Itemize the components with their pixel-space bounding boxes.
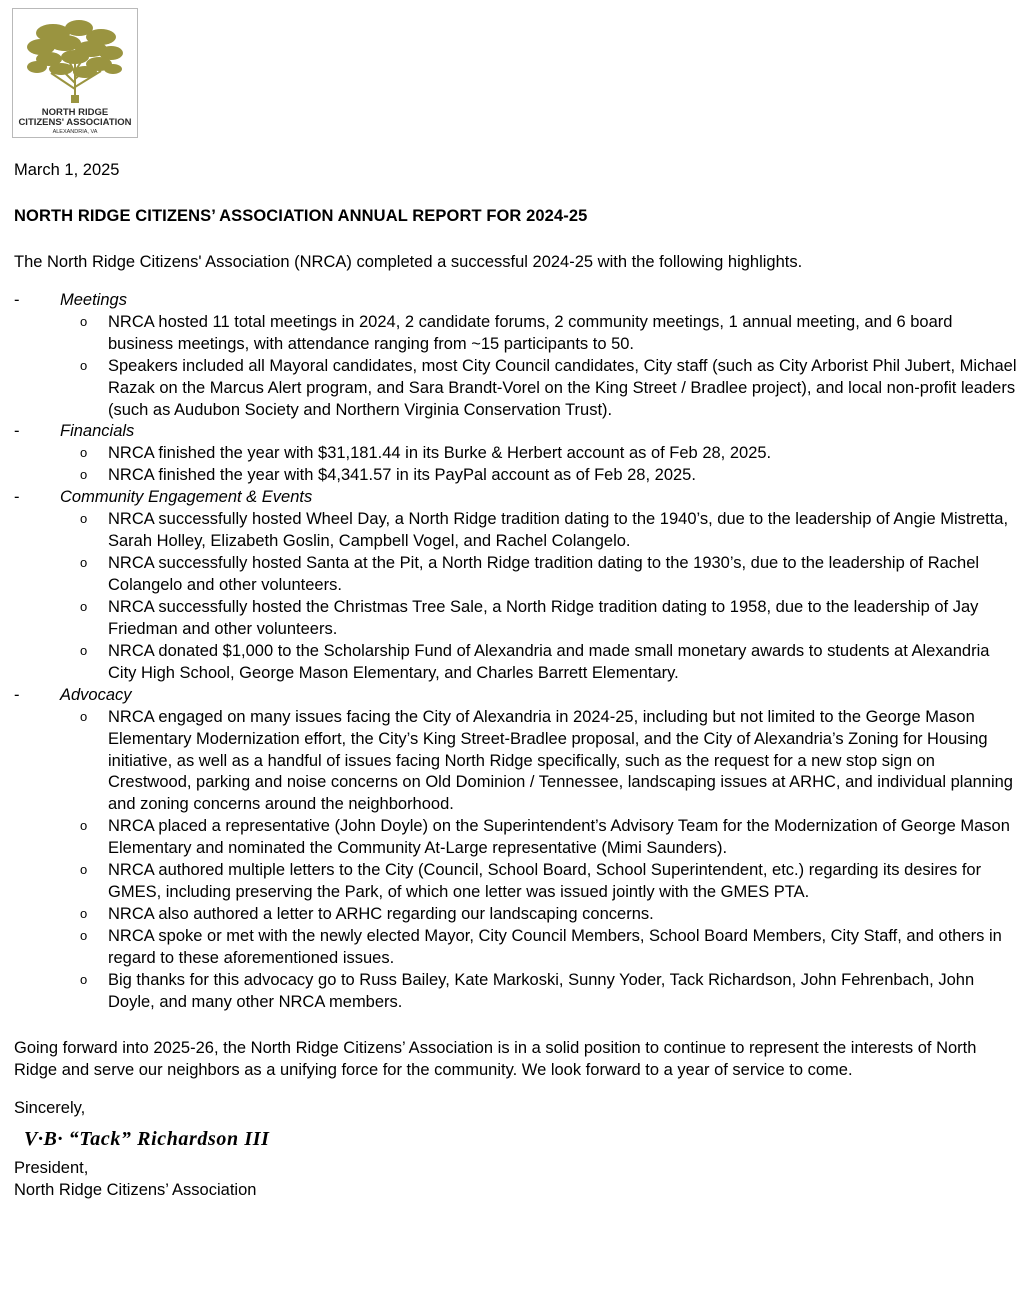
list-item-text: Speakers included all Mayoral candidates, most City Council candidates, City staff (such as City Arborist Phil Jubert, Michael Razak on the Marcus Alert program, and Sara Brandt-Vorel on the King Street / Bradlee project), and local non-profit leaders (such as Audubon Society and Northern Virginia Conservation Trust). (108, 356, 1017, 419)
list-item (60, 707, 1017, 817)
dash-bullet: - (14, 685, 20, 704)
dash-bullet: - (14, 290, 20, 309)
section-items (60, 509, 1017, 685)
list-item (60, 597, 1017, 641)
list-item (60, 641, 1017, 685)
circle-bullet: o (80, 971, 88, 987)
list-item-text: NRCA successfully hosted Santa at the Pit, a North Ridge tradition dating to the 1930’s, due to the leadership of Rachel Colangelo and other volunteers. (108, 554, 980, 594)
section-label: Meetings (60, 290, 127, 309)
circle-bullet: o (80, 445, 88, 461)
logo-text-line1: NORTH RIDGE (41, 107, 109, 118)
logo-text-line2: CITIZENS' ASSOCIATION (18, 117, 132, 128)
intro-paragraph: The North Ridge Citizens' Association (NRCA) completed a successful 2024-25 with the following highlights. (14, 252, 803, 271)
list-item (60, 904, 1017, 926)
section-label: Financials (60, 422, 135, 441)
circle-bullet: o (80, 357, 88, 373)
circle-bullet: o (80, 862, 88, 878)
list-item (60, 860, 1017, 904)
list-item (60, 926, 1017, 970)
spacer (14, 1082, 1017, 1098)
circle-bullet: o (80, 598, 88, 614)
list-item-text: NRCA placed a representative (John Doyle) on the Superintendent’s Advisory Team for the Modernization of George Mason Elementary and nominated the Community At-Large representative (Mimi Saunders). (108, 817, 1010, 858)
spacer (14, 228, 1017, 252)
list-item-text: NRCA hosted 11 total meetings in 2024, 2 candidate forums, 2 community meetings, 1 annual meeting, and 6 board business meetings, with attendance ranging from ~15 participants to 50. (108, 312, 953, 353)
organization-logo (12, 8, 138, 138)
list-item-text: NRCA successfully hosted Wheel Day, a North Ridge tradition dating to the 1940’s, due to the leadership of Angie Mistretta, Sarah Holley, Elizabeth Goslin, Campbell Vogel, and Rachel Colangelo. (108, 510, 1009, 551)
circle-bullet: o (80, 467, 88, 483)
list-item (60, 356, 1017, 422)
dash-bullet: - (14, 488, 20, 507)
list-item-text: NRCA also authored a letter to ARHC regarding our landscaping concerns. (108, 905, 654, 924)
signature: V·B· “Tack” Richardson III (24, 1127, 270, 1150)
list-item-text: NRCA spoke or met with the newly elected Mayor, City Council Members, School Board Members, City Staff, and others in regard to these aforementioned issues. (108, 927, 1002, 967)
list-item-text: Big thanks for this advocacy go to Russ Bailey, Kate Markoski, Sunny Yoder, Tack Richardson, John Fehrenbach, John Doyle, and many other NRCA members. (108, 970, 975, 1011)
list-item-text: NRCA donated $1,000 to the Scholarship Fund of Alexandria and made small monetary awards to students at Alexandria City High School, George Mason Elementary, and Charles Barrett Elementary. (108, 641, 990, 682)
logo-text-line3: ALEXANDRIA, VA (52, 129, 98, 135)
list-item-text: NRCA authored multiple letters to the City (Council, School Board, School Superintendent, etc.) regarding its desires for GMES, including preserving the Park, of which one letter was issued jointly with the GMES PTA. (108, 861, 982, 902)
letter-body (0, 150, 1031, 1232)
circle-bullet: o (80, 313, 88, 329)
section-label: Community Engagement & Events (60, 488, 313, 507)
list-item (60, 443, 1017, 465)
circle-bullet: o (80, 708, 88, 724)
circle-bullet: o (80, 928, 88, 943)
list-item (60, 465, 1017, 487)
circle-bullet: o (80, 818, 88, 834)
dash-bullet: - (14, 422, 20, 441)
section-financials (14, 421, 1017, 487)
list-item-text: NRCA successfully hosted the Christmas Tree Sale, a North Ridge tradition dating to 1958, due to the leadership of Jay Friedman and other volunteers. (108, 597, 979, 638)
section-items (60, 312, 1017, 422)
list-item (60, 816, 1017, 860)
section-community-engagement (14, 487, 1017, 684)
signer-organization: North Ridge Citizens’ Association (14, 1181, 257, 1200)
list-item-text: NRCA engaged on many issues facing the City of Alexandria in 2024-25, including but not limited to the George Mason Elementary Modernization effort, the City’s King Street-Bradlee proposal, and the City of Alexandria’s Zoning for Housing initiative, as well as a handful of issues facing North Ridge specifically, such as the request for a new stop sign on Crestwood, parking and noise concerns on Old Dominion / Tennessee, landscaping issues at ARHC, and individual planning and zoning concerns around the neighborhood. (108, 707, 1013, 814)
section-meetings (14, 290, 1017, 422)
list-item (60, 970, 1017, 1014)
list-item (60, 509, 1017, 553)
closing-paragraph: Going forward into 2025-26, the North Ridge Citizens’ Association is in a solid position to continue to represent the interests of North Ridge and serve our neighbors as a unifying force for the community. We look forward to a year of service to come. (14, 1038, 977, 1079)
tree-logo-icon (13, 9, 137, 137)
spacer (14, 182, 1017, 206)
list-item (60, 312, 1017, 356)
list-item-text: NRCA finished the year with $4,341.57 in its PayPal account as of Feb 28, 2025. (108, 466, 696, 485)
circle-bullet: o (80, 642, 88, 658)
section-label: Advocacy (60, 685, 132, 704)
spacer (14, 1014, 1017, 1038)
list-item-text: NRCA finished the year with $31,181.44 in its Burke & Herbert account as of Feb 28, 2025. (108, 444, 772, 463)
circle-bullet: o (80, 906, 88, 922)
spacer (14, 274, 1017, 290)
signer-title: President, (14, 1159, 89, 1178)
list-item (60, 553, 1017, 597)
logo-spacer (0, 0, 1031, 150)
section-advocacy (14, 685, 1017, 1014)
circle-bullet: o (80, 555, 88, 571)
section-items (60, 443, 1017, 487)
section-items (60, 707, 1017, 1014)
circle-bullet: o (80, 511, 88, 527)
sign-off: Sincerely, (14, 1098, 86, 1117)
report-title: NORTH RIDGE CITIZENS’ ASSOCIATION ANNUAL REPORT FOR 2024-25 (14, 206, 588, 225)
letter-date: March 1, 2025 (14, 161, 120, 179)
sections-list (14, 290, 1017, 1014)
